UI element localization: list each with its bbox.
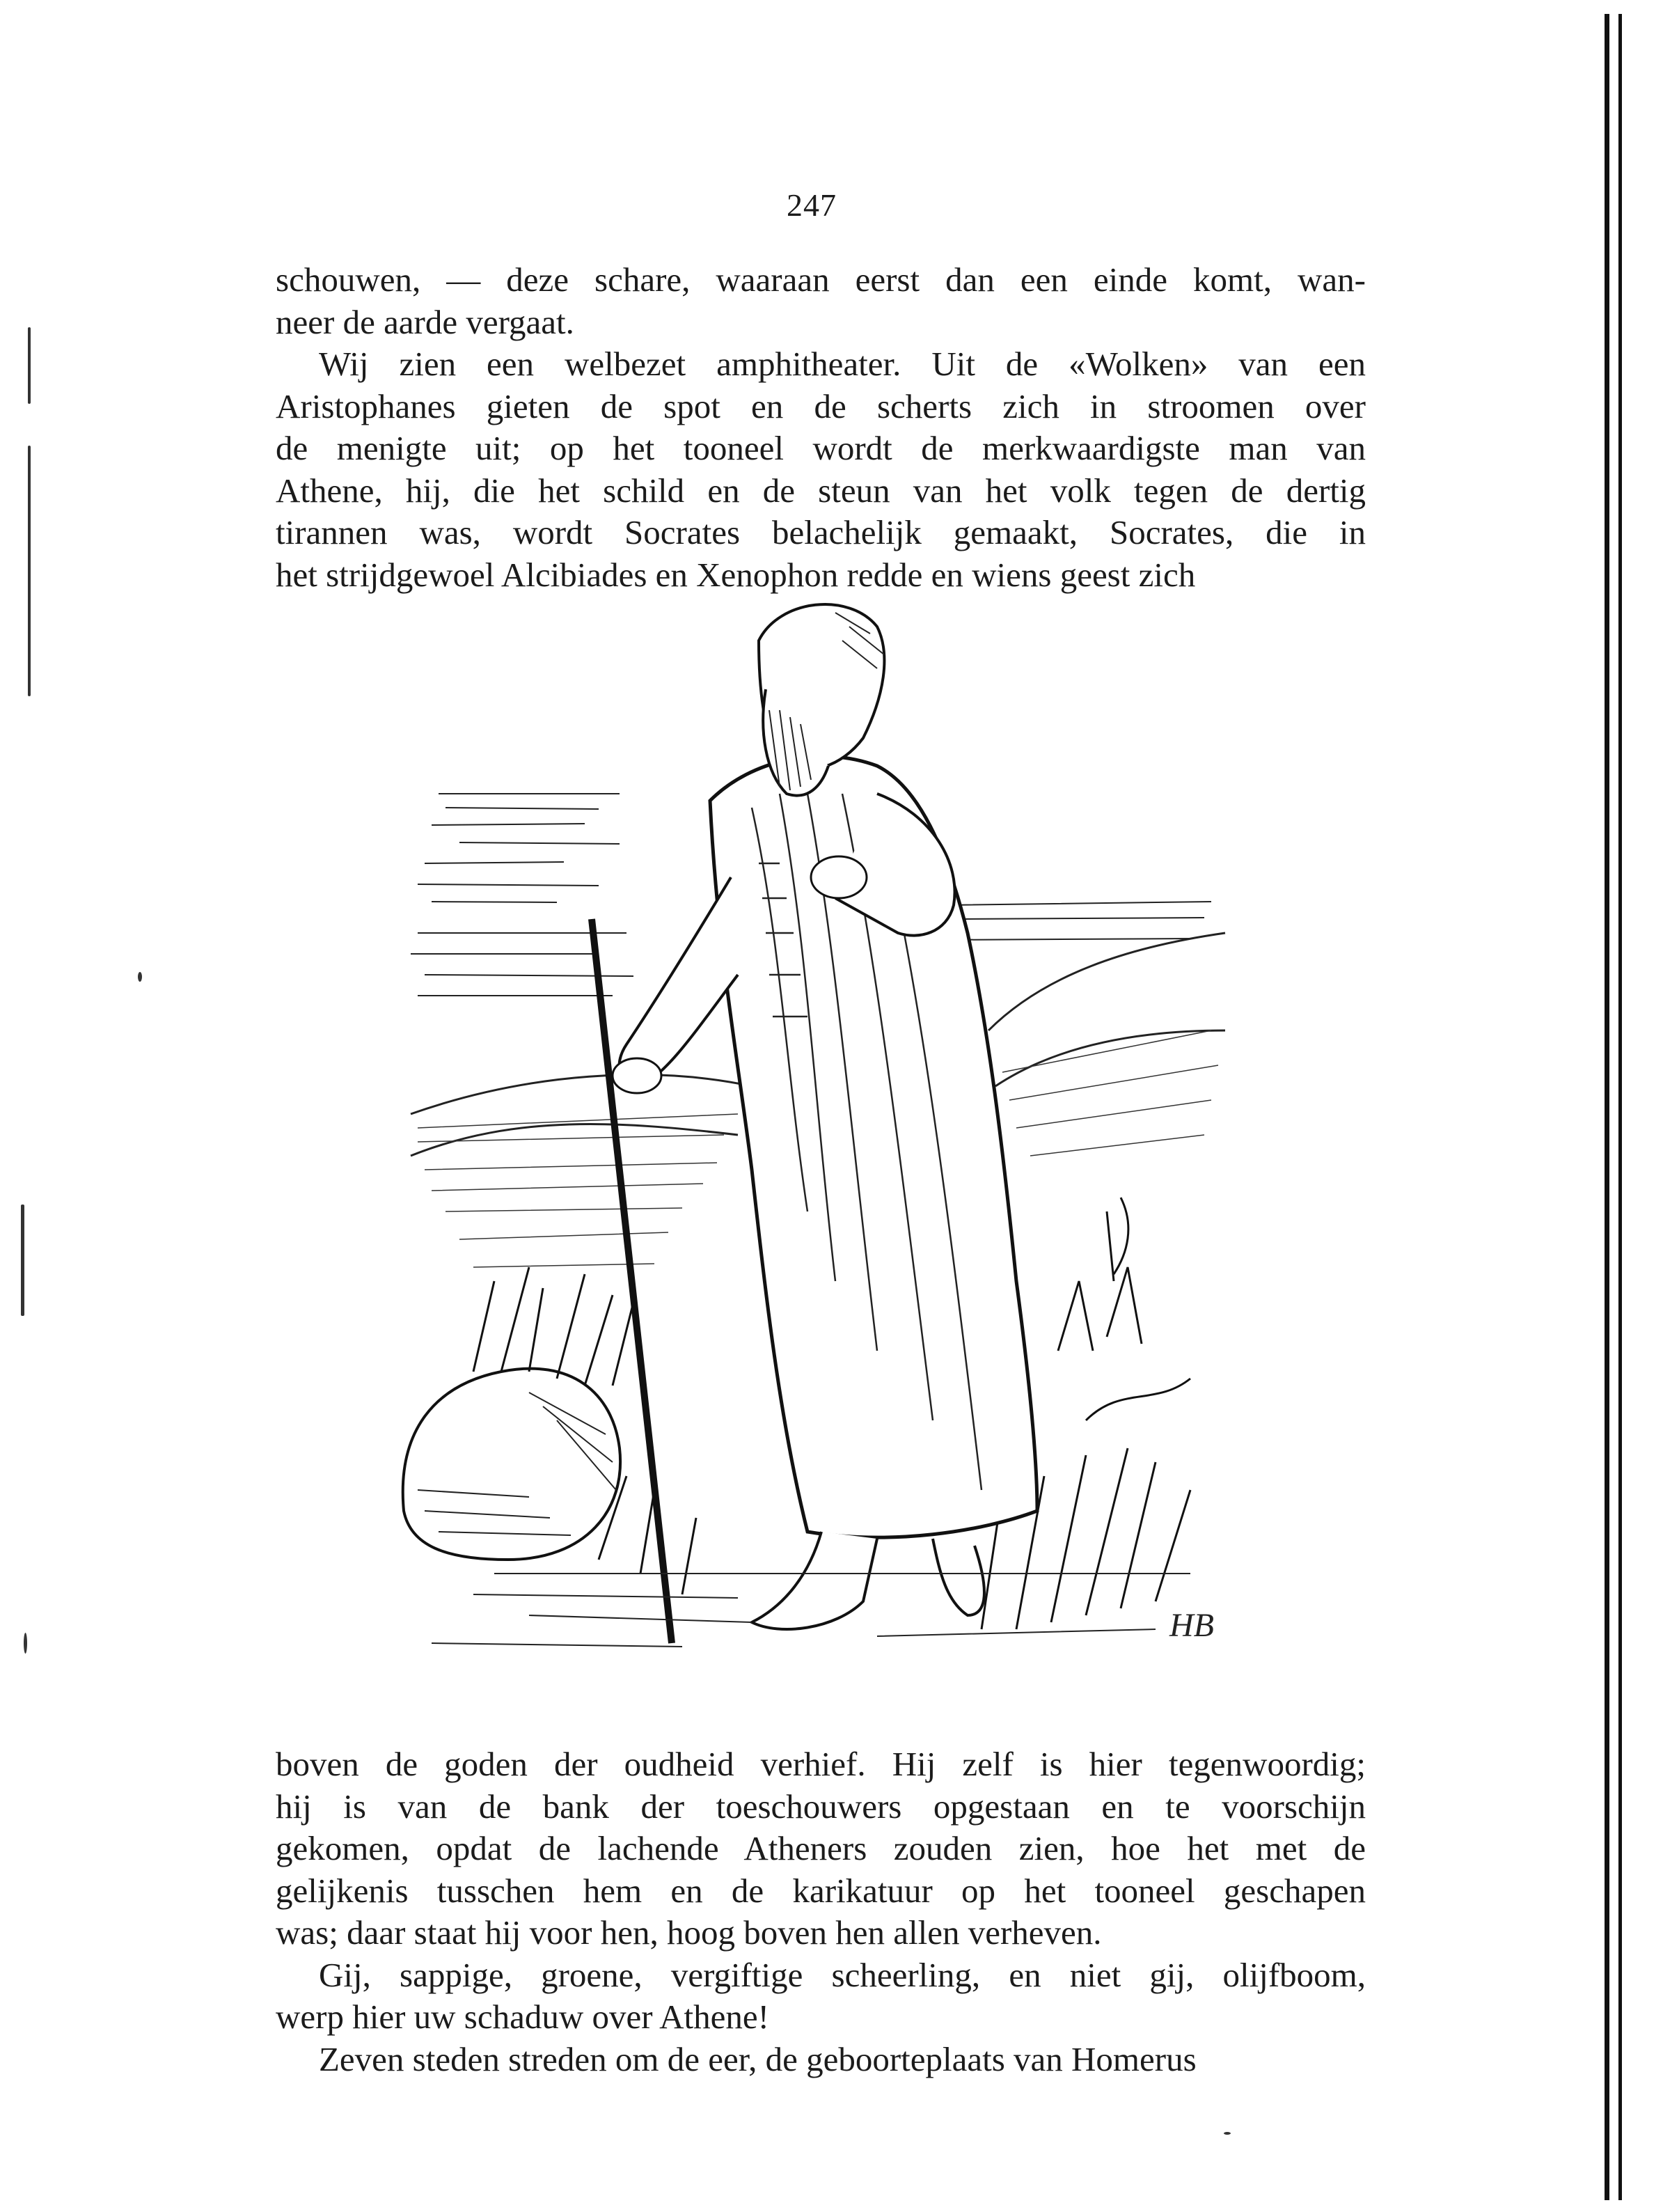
- margin-speck: [21, 1205, 24, 1316]
- text-line: werp hier uw schaduw over Athene!: [276, 1998, 769, 2036]
- bottom-text-block: [276, 1743, 1366, 2080]
- text-line: schouwen, — deze schare, waaraan eerst dan een einde komt, wan-: [276, 260, 1366, 299]
- text-line: tirannen was, wordt Socrates belachelijk gemaakt, Socrates, die in: [276, 513, 1366, 551]
- margin-speck: [1224, 2132, 1231, 2135]
- margin-speck: [28, 327, 31, 404]
- text-line: Zeven steden streden om de eer, de geboorteplaats van Homerus: [319, 2039, 1197, 2078]
- text-line: boven de goden der oudheid verhief. Hij zelf is hier tegenwoordig;: [276, 1745, 1366, 1783]
- feet: [752, 1532, 984, 1629]
- top-text-block: [276, 259, 1366, 596]
- right-margin-rule-outer: [1605, 14, 1609, 2200]
- text-line: was; daar staat hij voor hen, hoog boven hen allen verheven.: [276, 1913, 1102, 1952]
- rock: [403, 1369, 620, 1560]
- engraving-svg: [390, 585, 1246, 1713]
- margin-speck: [24, 1633, 27, 1654]
- text-line: gekomen, opdat de lachende Atheners zouden zien, hoe het met de: [276, 1829, 1366, 1867]
- artist-monogram: HB: [1169, 1607, 1214, 1644]
- right-margin-rule-inner: [1618, 14, 1622, 2200]
- text-line: Gij, sappige, groene, vergiftige scheerling, en niet gij, olijfboom,: [319, 1955, 1366, 1994]
- text-line: gelijkenis tusschen hem en de karikatuur op het tooneel geschapen: [276, 1871, 1366, 1910]
- margin-speck: [28, 446, 31, 696]
- text-line: hij is van de bank der toeschouwers opgestaan en te voorschijn: [276, 1787, 1366, 1826]
- text-line: neer de aarde vergaat.: [276, 302, 574, 341]
- socrates-engraving: [390, 585, 1246, 1713]
- text-line: Athene, hij, die het schild en de steun van het volk tegen de dertig: [276, 471, 1366, 510]
- text-line: Wij zien een welbezet amphitheater. Uit de «Wolken» van een: [319, 345, 1366, 383]
- text-line: Aristophanes gieten de spot en de scherts zich in stroomen over: [276, 386, 1366, 425]
- text-line: het strijdgewoel Alcibiades en Xenophon redde en wiens geest zich: [276, 555, 1196, 594]
- margin-speck: [138, 972, 142, 982]
- page-number: 247: [787, 187, 837, 223]
- text-line: de menigte uit; op het tooneel wordt de merkwaardigste man van: [276, 429, 1366, 467]
